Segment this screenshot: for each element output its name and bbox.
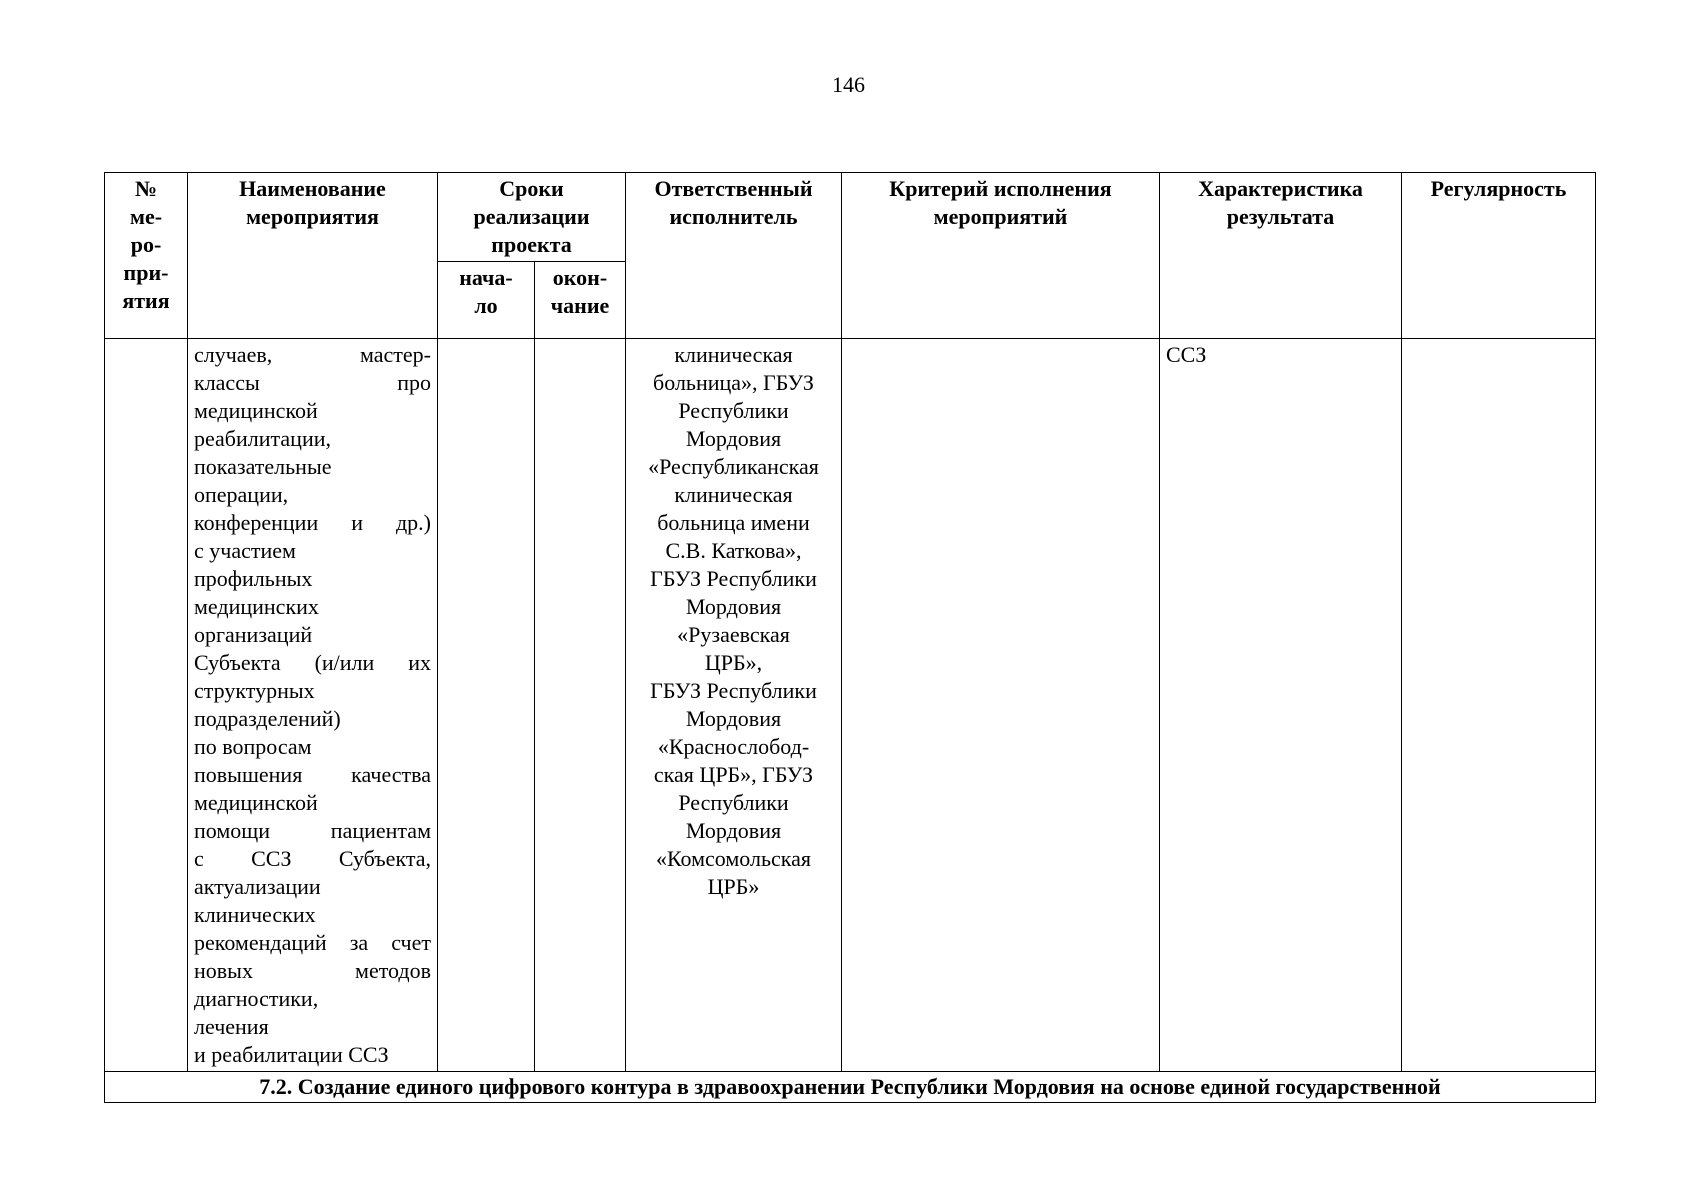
text-line: больница», ГБУЗ	[653, 370, 814, 395]
text-line: реализации	[473, 204, 590, 229]
cell-end	[535, 339, 626, 1072]
text-line: лечения	[194, 1014, 269, 1039]
header-name	[188, 173, 438, 339]
text-line: нача-	[459, 265, 513, 290]
text-line: новых методов	[194, 958, 431, 983]
text-line: актуализации	[194, 874, 321, 899]
text-line: мероприятий	[933, 204, 1068, 229]
cell-characteristic: ССЗ	[1160, 339, 1402, 1072]
text-line: операции,	[194, 482, 289, 507]
table-row	[105, 339, 1596, 1072]
text-line: организаций	[194, 622, 313, 647]
section-heading: 7.2. Создание единого цифрового контура в здравоохранении Республики Мордовия на основе единой государственной	[105, 1072, 1596, 1103]
text-line: Наименование	[239, 176, 386, 201]
text-line: повышения качества	[194, 762, 431, 787]
text-line: структурных	[194, 678, 315, 703]
header-row	[105, 173, 1596, 262]
text-line: и реабилитации ССЗ	[194, 1042, 389, 1067]
section-row	[105, 1072, 1596, 1103]
text-line: №	[134, 176, 158, 201]
header-criterion	[842, 173, 1160, 339]
cell-start	[438, 339, 535, 1072]
cell-responsible	[626, 339, 842, 1072]
page-number: 146	[832, 72, 865, 97]
measures-table	[104, 172, 1596, 1103]
text-line: профильных	[194, 566, 313, 591]
text-line: «Комсомольская	[655, 846, 812, 871]
header-start	[438, 262, 535, 339]
text-line: ро-	[130, 232, 162, 257]
text-line: по вопросам	[194, 734, 312, 759]
text-line: Сроки	[499, 176, 564, 201]
cell-regularity	[1402, 339, 1596, 1072]
text-line: Мордовия	[685, 818, 782, 843]
text-line: Республики	[678, 790, 789, 815]
text-line: Мордовия	[685, 706, 782, 731]
text-line: ло	[474, 293, 498, 318]
text-line: Регулярность	[1430, 176, 1567, 201]
header-regularity	[1402, 173, 1596, 339]
text-line: «Республиканская	[648, 454, 819, 479]
text-line: ская ЦРБ», ГБУЗ	[653, 762, 814, 787]
text-line: ЦРБ»	[707, 874, 760, 899]
header-responsible	[626, 173, 842, 339]
text-line: ятия	[122, 288, 170, 313]
text-line: исполнитель	[669, 204, 798, 229]
text-line: подразделений)	[194, 706, 341, 731]
text-line: клиническая	[674, 342, 793, 367]
text-line: клиническая	[674, 482, 793, 507]
cell-criterion	[842, 339, 1160, 1072]
text-line: медицинской	[194, 398, 318, 423]
text-line: Ответственный	[654, 176, 813, 201]
text-line: С.В. Каткова»,	[665, 538, 802, 563]
text-line: ГБУЗ Республики	[650, 678, 817, 703]
text-line: конференции и др.)	[194, 510, 431, 535]
cell-number	[105, 339, 188, 1072]
text-line: медицинских	[194, 594, 319, 619]
text-line: результата	[1226, 204, 1335, 229]
text-line: больница имени	[657, 510, 810, 535]
text-line: чание	[550, 293, 610, 318]
text-line: проекта	[491, 232, 572, 257]
text-line: диагностики,	[194, 986, 319, 1011]
text-line: при-	[123, 260, 169, 285]
text-line: ЦРБ»,	[704, 650, 763, 675]
text-line: Мордовия	[685, 594, 782, 619]
text-line: медицинской	[194, 790, 318, 815]
text-line: помощи пациентам	[194, 818, 431, 843]
text-line: показательные	[194, 454, 332, 479]
text-line: с участием	[194, 538, 296, 563]
text-line: ГБУЗ Республики	[650, 566, 817, 591]
header-terms	[438, 173, 626, 262]
text-line: мероприятия	[246, 204, 379, 229]
text-line: Республики	[678, 398, 789, 423]
text-line: Мордовия	[685, 426, 782, 451]
header-number	[105, 173, 188, 339]
text-line: Критерий исполнения	[889, 176, 1112, 201]
text-line: «Краснослобод-	[657, 734, 810, 759]
text-line: Характеристика	[1198, 176, 1363, 201]
header-characteristic	[1160, 173, 1402, 339]
text-line: клинических	[194, 902, 316, 927]
text-line: окон-	[552, 265, 608, 290]
text-line: ме-	[129, 204, 163, 229]
cell-measure-name	[188, 339, 438, 1072]
text-line: случаев, мастер-	[194, 342, 431, 367]
text-line: «Рузаевская	[677, 622, 790, 647]
text-line: классы про	[194, 370, 431, 395]
text-line: Субъекта (и/или их	[194, 650, 431, 675]
text-line: реабилитации,	[194, 426, 331, 451]
text-line: рекомендаций за счет	[194, 930, 431, 955]
text-line: с ССЗ Субъекта,	[194, 846, 431, 871]
header-end	[535, 262, 626, 339]
